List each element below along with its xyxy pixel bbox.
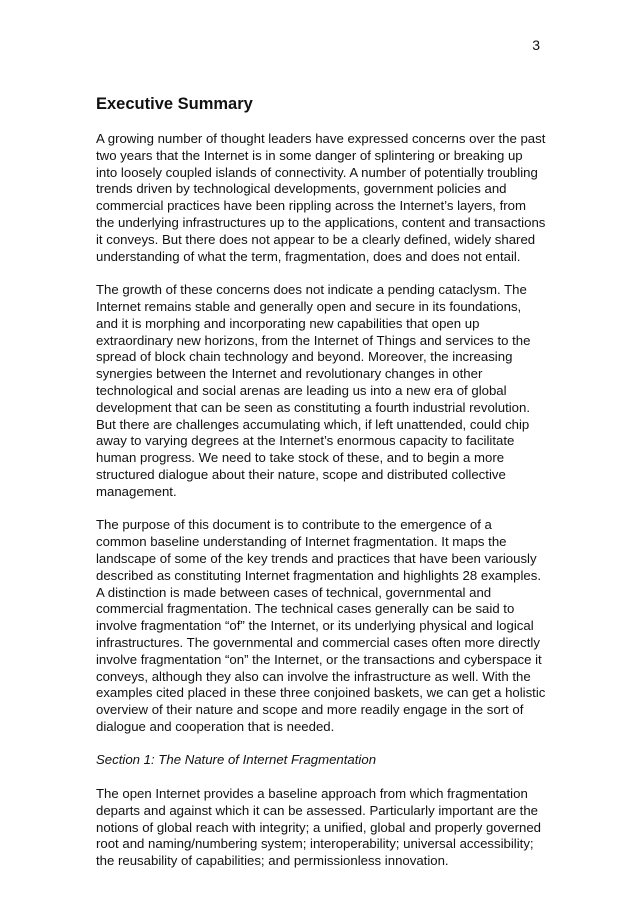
- paragraph: The purpose of this document is to contribute to the emergence of a common baseline understanding of Internet fragmentation. It maps the landscape of some of the key trends and practices that have been variously described as constituting Internet fragmentation and highlights 28 examples. A distinction is made between cases of technical, governmental and commercial fragmentation. The technical cases generally can be said to involve fragmentation “of” the Internet, or its underlying physical and logical infrastructures. The governmental and commercial cases often more directly involve fragmentation “on” the Internet, or the transactions and cyberspace it conveys, although they also can involve the infrastructure as well. With the examples cited placed in these three conjoined baskets, we can get a holistic overview of their nature and scope and more readily engage in the sort of dialogue and cooperation that is needed.: [96, 517, 546, 734]
- page-title: Executive Summary: [96, 95, 253, 113]
- document-body: [96, 94, 546, 887]
- section-heading: Section 1: The Nature of Internet Fragmentation: [96, 752, 377, 768]
- paragraph: The growth of these concerns does not indicate a pending cataclysm. The Internet remains stable and generally open and secure in its foundations, and it is morphing and incorporating new capabilities that open up extraordinary new horizons, from the Internet of Things and services to the spread of block chain technology and beyond. Moreover, the increasing synergies between the Internet and revolutionary changes in other technological and social arenas are leading us into a new era of global development that can be seen as constituting a fourth industrial revolution. But there are challenges accumulating which, if left unattended, could chip away to varying degrees at the Internet’s enormous capacity to facilitate human progress. We need to take stock of these, and to begin a more structured dialogue about their nature, scope and distributed collective management.: [96, 282, 531, 499]
- paragraph: The open Internet provides a baseline approach from which fragmentation departs and against which it can be assessed. Particularly important are the notions of global reach with integrity; a unified, global and properly governed root and naming/numbering system; interoperability; universal accessibility; the reusability of capabilities; and permissionless innovation.: [96, 786, 541, 869]
- paragraph: A growing number of thought leaders have expressed concerns over the past two years that the Internet is in some danger of splintering or breaking up into loosely coupled islands of connectivity. A number of potentially troubling trends driven by technological developments, government policies and commercial practices have been rippling across the Internet’s layers, from the underlying infrastructures up to the applications, content and transactions it conveys. But there does not appear to be a clearly defined, widely shared understanding of what the term, fragmentation, does and does not entail.: [96, 131, 546, 264]
- page-number: 3: [532, 37, 540, 53]
